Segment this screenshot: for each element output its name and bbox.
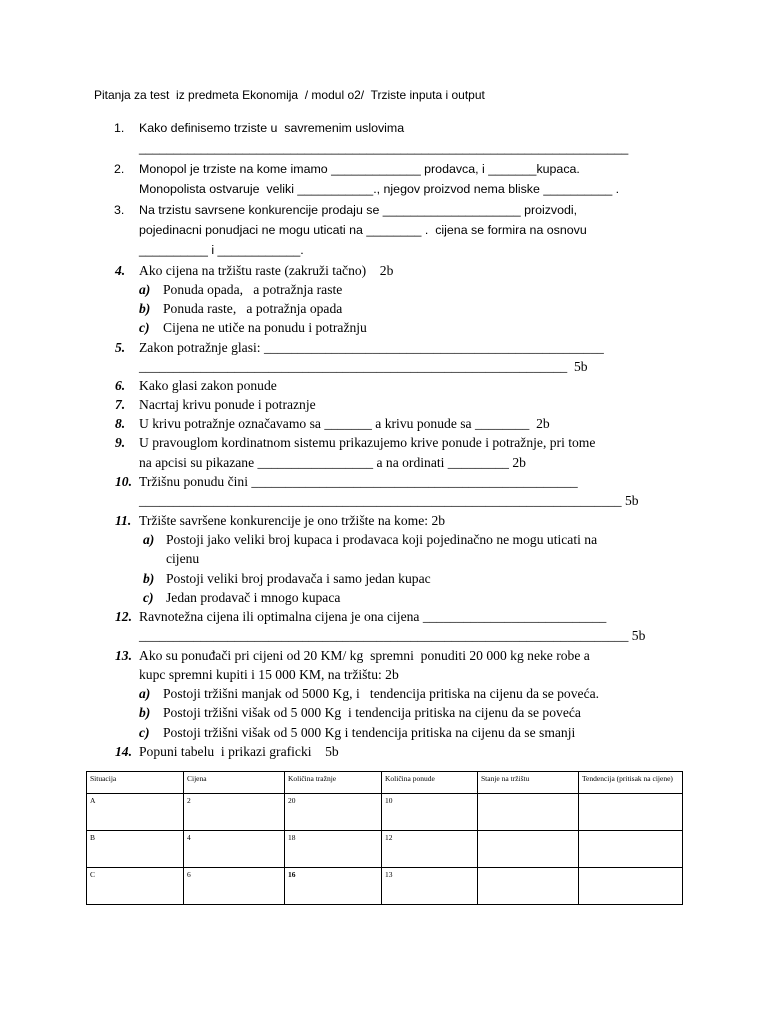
question-text: Na trzistu savrsene konkurencije prodaju se ____________________ proizvodi, — [139, 203, 578, 217]
option-label: b) — [139, 705, 151, 720]
question-text: Ako su ponuđači pri cijeni od 20 KM/ kg spremni ponuditi 20 000 kg neke robe a — [139, 648, 590, 663]
question-number: 7. — [115, 397, 126, 412]
answer-line: _______________________________________________________________________ — [139, 141, 629, 155]
question-text: __________ i ____________. — [139, 243, 304, 257]
question-text: Monopol je trziste na kome imamo _____________ prodavca, i _______kupaca. — [139, 162, 580, 176]
question-text: U pravouglom kordinatnom sistemu prikazujemo krive ponude i potražnje, pri tome — [139, 435, 596, 450]
table-header-row — [87, 772, 683, 794]
question-number: 8. — [115, 416, 126, 431]
table-cell-empty[interactable] — [579, 831, 683, 868]
question-text: Tržište savršene konkurencije je ono tržište na kome: 2b — [139, 513, 446, 528]
question-text: U krivu potražnje označavamo sa _______ a krivu ponude sa ________ 2b — [139, 416, 550, 431]
column-header: Količina tražnje — [285, 772, 382, 794]
option-text: Ponuda opada, a potražnja raste — [163, 282, 343, 297]
question-number: 13. — [115, 648, 132, 663]
answer-line: _______________________________________________________________________ 5b — [139, 493, 639, 508]
question-text: pojedinacni ponudjaci ne mogu uticati na ________ . cijena se formira na osnovu — [139, 223, 587, 237]
question-text: Monopolista ostvaruje veliki ___________., njegov proizvod nema bliske __________ . — [139, 182, 620, 196]
question-text: Zakon potražnje glasi: __________________________________________________ — [139, 340, 604, 355]
question-text: Ravnotežna cijena ili optimalna cijena je ona cijena ___________________________ — [139, 609, 607, 624]
option-text: Jedan prodavač i mnogo kupaca — [166, 590, 341, 605]
option-text: Postoji veliki broj prodavača i samo jedan kupac — [166, 571, 431, 586]
column-header: Stanje na tržištu — [478, 772, 579, 794]
table-cell: 10 — [382, 794, 478, 831]
option-label: a) — [139, 686, 151, 701]
column-header: Cijena — [184, 772, 285, 794]
table-cell: 13 — [382, 868, 478, 905]
column-header: Količina ponude — [382, 772, 478, 794]
table-cell-empty[interactable] — [478, 831, 579, 868]
question-number: 9. — [115, 435, 126, 450]
option-label: c) — [143, 590, 154, 605]
option-text: cijenu — [166, 551, 200, 566]
question-text: Tržišnu ponudu čini ________________________________________________ — [139, 474, 578, 489]
table-cell: 6 — [184, 868, 285, 905]
table-cell: B — [87, 831, 184, 868]
option-text: Postoji tržišni višak od 5 000 Kg i tendencija pritiska na cijenu da se poveća — [163, 705, 581, 720]
option-label: b) — [143, 571, 155, 586]
option-label: c) — [139, 725, 150, 740]
table-cell: 20 — [285, 794, 382, 831]
table-row — [87, 868, 683, 905]
question-number: 11. — [115, 513, 132, 528]
table-cell: 2 — [184, 794, 285, 831]
question-text: Nacrtaj krivu ponude i potraznje — [139, 397, 316, 412]
table-cell-empty[interactable] — [478, 868, 579, 905]
question-number: 12. — [115, 609, 132, 624]
question-text: Kako definisemo trziste u savremenim uslovima — [139, 121, 405, 135]
option-text: Postoji tržišni višak od 5 000 Kg i tendencija pritiska na cijenu da se smanji — [163, 725, 576, 740]
question-text: Ako cijena na tržištu raste (zakruži tačno) 2b — [139, 263, 394, 278]
option-text: Postoji tržišni manjak od 5000 Kg, i tendencija pritiska na cijenu da se poveća. — [163, 686, 600, 701]
question-text: Popuni tabelu i prikazi graficki 5b — [139, 744, 339, 759]
table-cell-empty[interactable] — [579, 794, 683, 831]
column-header: Situacija — [87, 772, 184, 794]
question-number: 5. — [115, 340, 126, 355]
table-cell-empty[interactable] — [478, 794, 579, 831]
question-text: na apcisi su pikazane _________________ a na ordinati _________ 2b — [139, 455, 526, 470]
option-label: c) — [139, 320, 150, 335]
table-cell: 4 — [184, 831, 285, 868]
table-cell: 18 — [285, 831, 382, 868]
table-cell: C — [87, 868, 184, 905]
answer-line: ________________________________________________________________________ 5b — [139, 628, 646, 643]
question-number: 10. — [115, 474, 132, 489]
table-row — [87, 831, 683, 868]
option-label: a) — [143, 532, 155, 547]
option-text: Postoji jako veliki broj kupaca i prodavaca koji pojedinačno ne mogu uticati na — [166, 532, 598, 547]
question-number: 6. — [115, 378, 126, 393]
table-cell-empty[interactable] — [579, 868, 683, 905]
question-number: 14. — [115, 744, 132, 759]
option-label: a) — [139, 282, 151, 297]
question-number: 1. — [114, 121, 125, 135]
question-text: kupc spremni kupiti i 15 000 KM, na tržištu: 2b — [139, 667, 399, 682]
option-label: b) — [139, 301, 151, 316]
question-number: 4. — [115, 263, 126, 278]
answer-line: _______________________________________________________________ 5b — [139, 359, 588, 374]
question-text: Kako glasi zakon ponude — [139, 378, 277, 393]
market-table — [86, 771, 683, 905]
table-row — [87, 794, 683, 831]
option-text: Cijena ne utiče na ponudu i potražnju — [163, 320, 367, 335]
question-number: 2. — [114, 162, 125, 176]
question-number: 3. — [114, 203, 125, 217]
table-cell: 12 — [382, 831, 478, 868]
option-text: Ponuda raste, a potražnja opada — [163, 301, 343, 316]
page-title: Pitanja za test iz predmeta Ekonomija / modul o2/ Trziste inputa i output — [94, 88, 485, 102]
table-cell: 16 — [285, 868, 382, 905]
table-cell: A — [87, 794, 184, 831]
column-header: Tendencija (pritisak na cijene) — [579, 772, 683, 794]
